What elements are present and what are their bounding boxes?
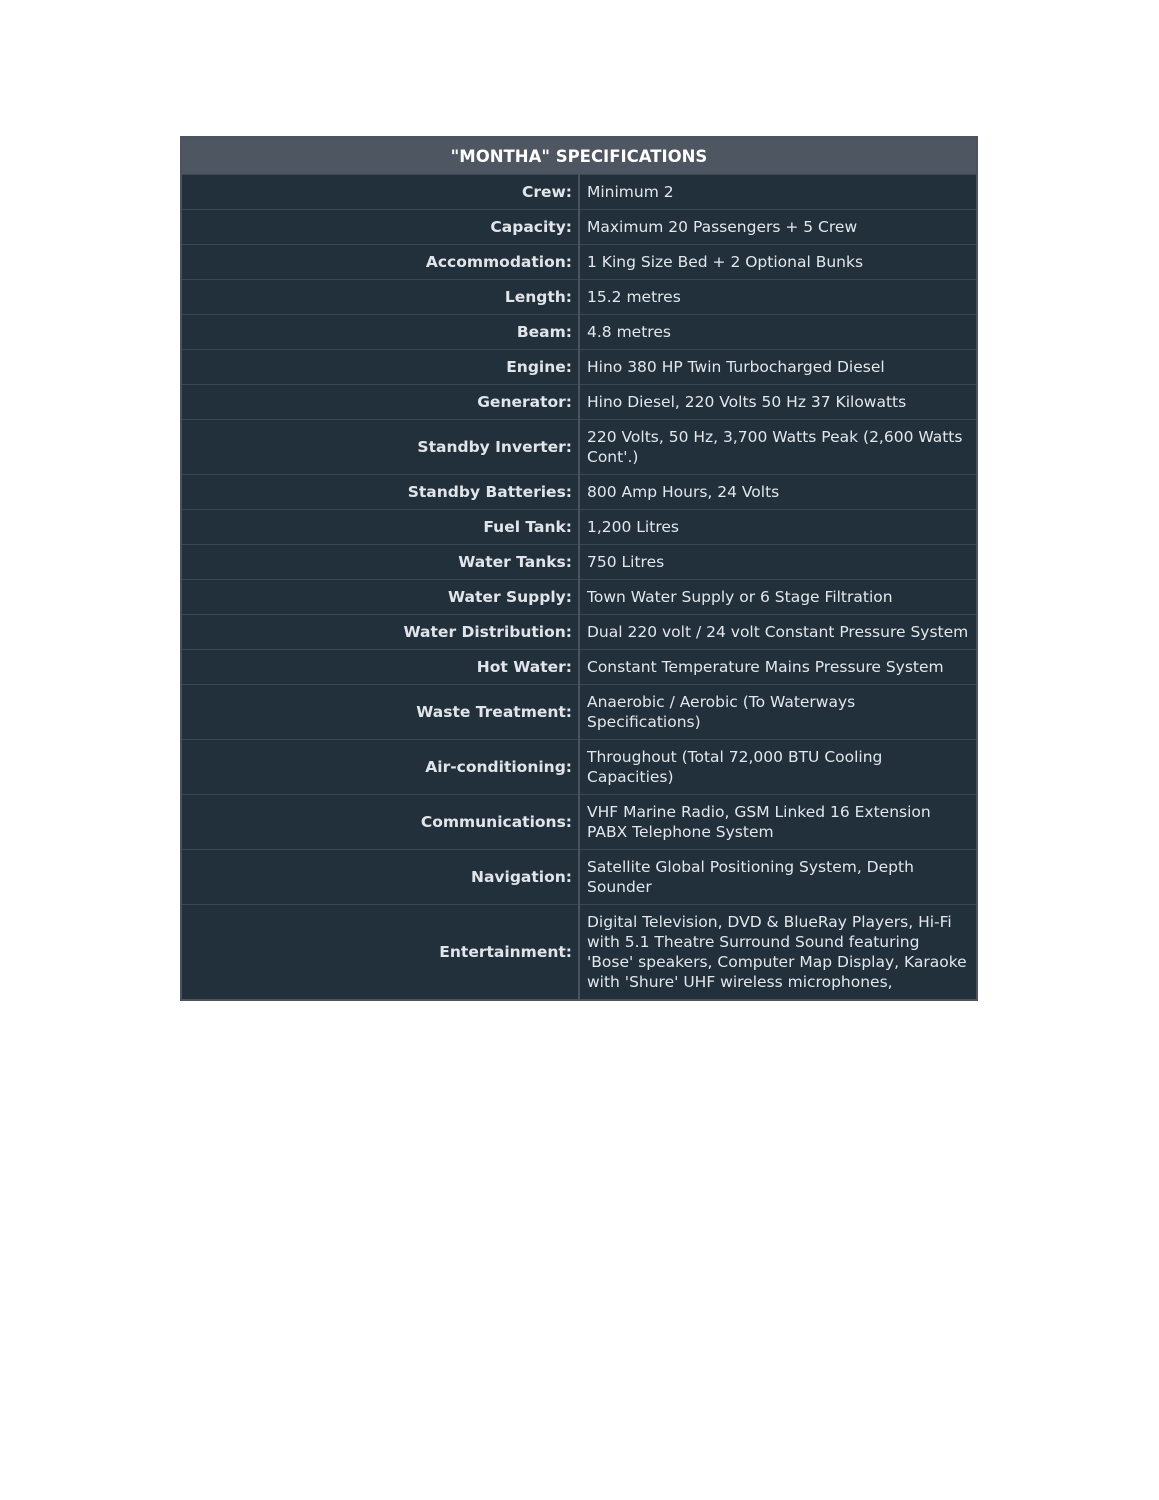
row-value: 800 Amp Hours, 24 Volts xyxy=(579,475,977,510)
row-value: Digital Television, DVD & BlueRay Players, Hi-Fi with 5.1 Theatre Surround Sound featuring 'Bose' speakers, Computer Map Display, Karaoke with 'Shure' UHF wireless microphones, xyxy=(579,905,977,1001)
table-header-row xyxy=(181,137,977,175)
table-row xyxy=(181,615,977,650)
row-value: Town Water Supply or 6 Stage Filtration xyxy=(579,580,977,615)
table-row xyxy=(181,210,977,245)
table-row xyxy=(181,740,977,795)
row-value: 15.2 metres xyxy=(579,280,977,315)
row-label: Air-conditioning: xyxy=(181,740,579,795)
row-label: Capacity: xyxy=(181,210,579,245)
row-label: Generator: xyxy=(181,385,579,420)
row-value: Hino 380 HP Twin Turbocharged Diesel xyxy=(579,350,977,385)
table-title: "MONTHA" SPECIFICATIONS xyxy=(181,137,977,175)
row-value: 220 Volts, 50 Hz, 3,700 Watts Peak (2,600 Watts Cont'.) xyxy=(579,420,977,475)
row-value: Dual 220 volt / 24 volt Constant Pressure System xyxy=(579,615,977,650)
table-row xyxy=(181,850,977,905)
row-label: Water Tanks: xyxy=(181,545,579,580)
row-label: Length: xyxy=(181,280,579,315)
table-row xyxy=(181,175,977,210)
table-row xyxy=(181,245,977,280)
table-row xyxy=(181,315,977,350)
row-label: Entertainment: xyxy=(181,905,579,1001)
row-label: Navigation: xyxy=(181,850,579,905)
table-row xyxy=(181,685,977,740)
table-row xyxy=(181,795,977,850)
table-row xyxy=(181,385,977,420)
table-row xyxy=(181,510,977,545)
row-value: Anaerobic / Aerobic (To Waterways Specifications) xyxy=(579,685,977,740)
row-value: Maximum 20 Passengers + 5 Crew xyxy=(579,210,977,245)
row-label: Waste Treatment: xyxy=(181,685,579,740)
table-row xyxy=(181,650,977,685)
row-value: Satellite Global Positioning System, Depth Sounder xyxy=(579,850,977,905)
row-label: Beam: xyxy=(181,315,579,350)
row-value: Throughout (Total 72,000 BTU Cooling Capacities) xyxy=(579,740,977,795)
row-label: Standby Inverter: xyxy=(181,420,579,475)
table-row xyxy=(181,280,977,315)
table-row xyxy=(181,350,977,385)
table-row xyxy=(181,545,977,580)
row-label: Standby Batteries: xyxy=(181,475,579,510)
row-label: Water Supply: xyxy=(181,580,579,615)
table-row xyxy=(181,420,977,475)
row-value: Minimum 2 xyxy=(579,175,977,210)
row-label: Water Distribution: xyxy=(181,615,579,650)
row-value: 750 Litres xyxy=(579,545,977,580)
row-value: 1 King Size Bed + 2 Optional Bunks xyxy=(579,245,977,280)
row-value: VHF Marine Radio, GSM Linked 16 Extension PABX Telephone System xyxy=(579,795,977,850)
specifications-table xyxy=(180,136,978,1001)
row-label: Accommodation: xyxy=(181,245,579,280)
row-value: 1,200 Litres xyxy=(579,510,977,545)
row-label: Hot Water: xyxy=(181,650,579,685)
row-value: Hino Diesel, 220 Volts 50 Hz 37 Kilowatts xyxy=(579,385,977,420)
row-label: Communications: xyxy=(181,795,579,850)
table-row xyxy=(181,475,977,510)
row-label: Crew: xyxy=(181,175,579,210)
row-value: 4.8 metres xyxy=(579,315,977,350)
row-value: Constant Temperature Mains Pressure System xyxy=(579,650,977,685)
row-label: Engine: xyxy=(181,350,579,385)
row-label: Fuel Tank: xyxy=(181,510,579,545)
table-row xyxy=(181,580,977,615)
table-row xyxy=(181,905,977,1001)
